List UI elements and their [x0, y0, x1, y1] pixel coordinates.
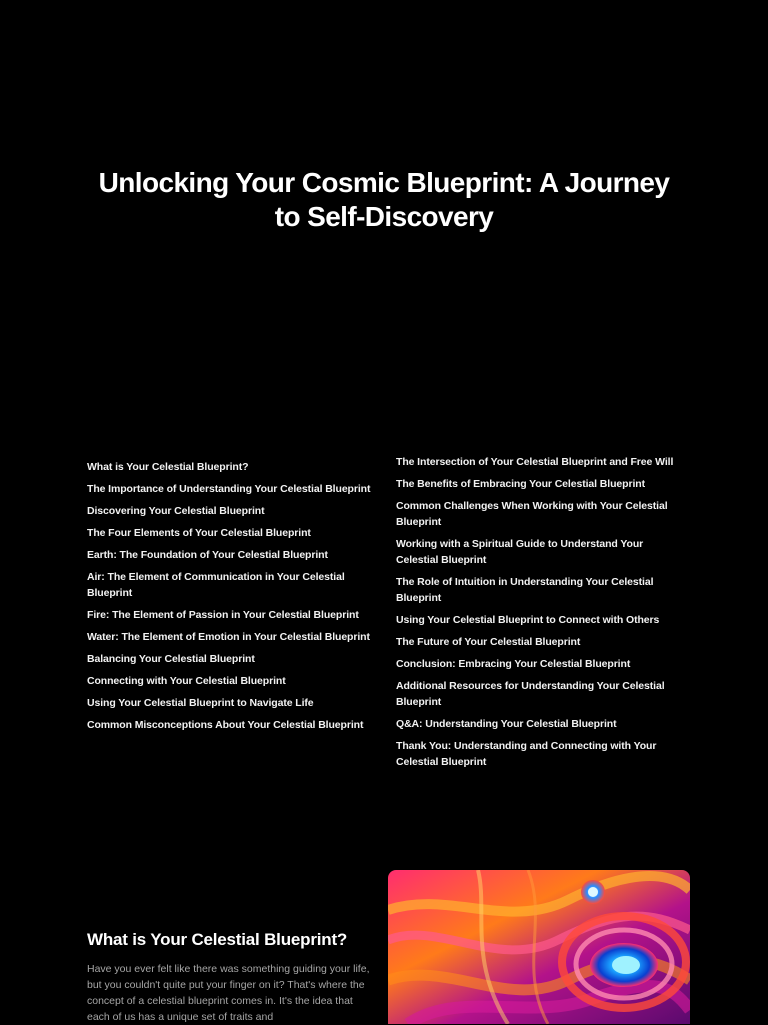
toc-item[interactable]: Common Challenges When Working with Your Celestial Blueprint	[396, 500, 668, 528]
toc-item[interactable]: Q&A: Understanding Your Celestial Blueprint	[396, 718, 617, 730]
toc-item[interactable]: The Importance of Understanding Your Celestial Blueprint	[87, 483, 371, 495]
toc-item[interactable]: What is Your Celestial Blueprint?	[87, 461, 249, 473]
cosmic-swirl-image	[388, 870, 690, 1024]
section-heading: What is Your Celestial Blueprint?	[87, 930, 348, 949]
toc-item[interactable]: Air: The Element of Communication in Your Celestial Blueprint	[87, 571, 345, 599]
toc-item[interactable]: Earth: The Foundation of Your Celestial Blueprint	[87, 549, 328, 561]
toc-item[interactable]: Water: The Element of Emotion in Your Celestial Blueprint	[87, 631, 370, 643]
toc-item[interactable]: Working with a Spiritual Guide to Understand Your Celestial Blueprint	[396, 538, 644, 566]
toc-item[interactable]: The Benefits of Embracing Your Celestial Blueprint	[396, 478, 645, 490]
toc-item[interactable]: The Role of Intuition in Understanding Your Celestial Blueprint	[396, 576, 654, 604]
toc-item[interactable]: Additional Resources for Understanding Your Celestial Blueprint	[396, 680, 665, 708]
toc-item[interactable]: Thank You: Understanding and Connecting with Your Celestial Blueprint	[396, 740, 657, 768]
toc-item[interactable]: Using Your Celestial Blueprint to Navigate Life	[87, 697, 314, 709]
toc-item[interactable]: Balancing Your Celestial Blueprint	[87, 653, 255, 665]
toc-item[interactable]: Discovering Your Celestial Blueprint	[87, 505, 265, 517]
toc-item[interactable]: The Intersection of Your Celestial Blueprint and Free Will	[396, 456, 674, 468]
toc-item[interactable]: Connecting with Your Celestial Blueprint	[87, 675, 286, 687]
section-body: Have you ever felt like there was something guiding your life, but you couldn't quite put your finger on it? That's where the concept of a celestial blueprint comes in. It's the idea that each of us has a unique set of traits and	[87, 963, 370, 1023]
cosmic-swirl-illustration	[388, 870, 690, 1024]
toc-item[interactable]: Conclusion: Embracing Your Celestial Blueprint	[396, 658, 631, 670]
page-title: Unlocking Your Cosmic Blueprint: A Journey to Self-Discovery	[98, 167, 670, 232]
toc-item[interactable]: Using Your Celestial Blueprint to Connect with Others	[396, 614, 660, 626]
toc-left-column	[87, 459, 372, 739]
toc-item[interactable]: The Future of Your Celestial Blueprint	[396, 636, 581, 648]
toc-item[interactable]: The Four Elements of Your Celestial Blueprint	[87, 527, 311, 539]
toc-item[interactable]: Common Misconceptions About Your Celestial Blueprint	[87, 719, 364, 731]
toc-item[interactable]: Fire: The Element of Passion in Your Celestial Blueprint	[87, 609, 359, 621]
toc-right-column	[396, 454, 681, 776]
